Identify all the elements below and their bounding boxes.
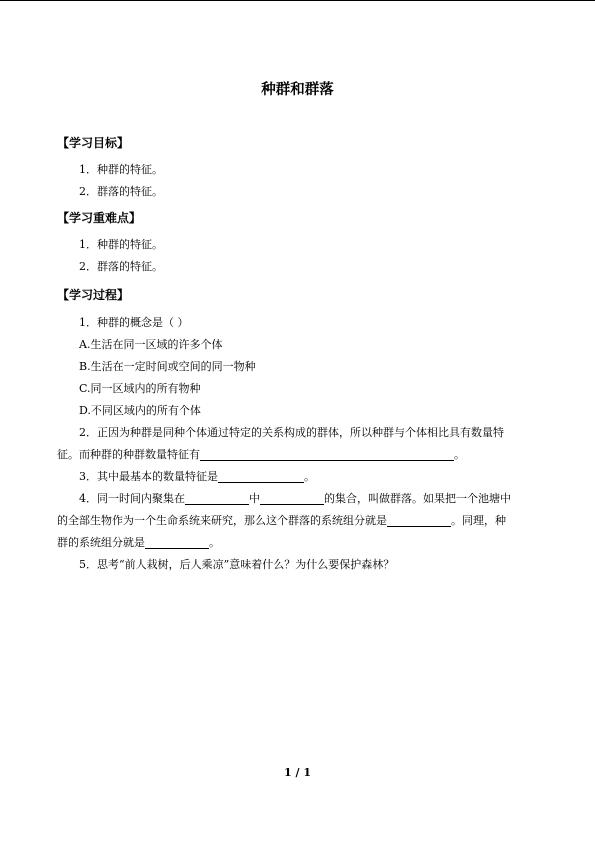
question-2-line-2 xyxy=(57,444,542,466)
process-heading: 【学习过程】 xyxy=(57,288,130,302)
question-1-option-a: A.生活在同一区域的许多个体 xyxy=(79,338,223,351)
page-title: 种群和群落 xyxy=(261,82,334,98)
key-point-item-2: 2．群落的特征。 xyxy=(79,260,163,273)
question-4-text-6: 群的系统组分就是 xyxy=(57,536,145,549)
question-1-stem: 1．种群的概念是（ ） xyxy=(79,316,189,329)
key-point-item-1: 1．种群的特征。 xyxy=(79,238,163,251)
question-1-option-c: C.同一区域内的所有物种 xyxy=(79,382,201,395)
goal-item-2: 2．群落的特征。 xyxy=(79,185,163,198)
question-4-text-7: 。 xyxy=(209,536,220,549)
question-4-text-4: 的全部生物作为一个生命系统来研究，那么这个群落的系统组分就是 xyxy=(57,514,387,527)
answer-blank-q4-members[interactable] xyxy=(260,490,324,505)
question-5: 5．思考“前人栽树，后人乘凉”意味着什么？为什么要保护森林？ xyxy=(79,558,395,571)
question-3 xyxy=(79,466,542,488)
question-4-line-3 xyxy=(57,532,542,554)
answer-blank-q4-place[interactable] xyxy=(185,490,249,505)
top-border-line xyxy=(0,0,595,1)
question-2-line-1: 2．正因为种群是同种个体通过特定的关系构成的群体，所以种群与个体相比具有数量特 xyxy=(79,426,504,439)
goals-heading: 【学习目标】 xyxy=(57,136,130,150)
question-2-text: 征。而种群的种群数量特征有 xyxy=(57,448,200,461)
answer-blank-q3[interactable] xyxy=(218,468,304,483)
question-3-end: 。 xyxy=(304,470,315,483)
answer-blank-q2[interactable] xyxy=(200,446,454,461)
goal-item-1: 1．种群的特征。 xyxy=(79,163,163,176)
question-4-text-2: 中 xyxy=(249,492,260,505)
key-points-heading: 【学习重难点】 xyxy=(57,211,142,225)
question-4 xyxy=(57,488,542,554)
question-4-line-1 xyxy=(57,488,542,510)
question-2-end: 。 xyxy=(454,448,465,461)
question-4-text-5: 。同理，种 xyxy=(451,514,506,527)
question-3-text: 3．其中最基本的数量特征是 xyxy=(79,470,218,483)
question-1-option-b: B.生活在一定时间或空间的同一物种 xyxy=(79,360,256,373)
answer-blank-q4-population[interactable] xyxy=(145,534,209,549)
answer-blank-q4-community[interactable] xyxy=(387,512,451,527)
question-4-line-2 xyxy=(57,510,542,532)
page-number: 1 / 1 xyxy=(284,766,311,779)
question-4-text-3: 的集合，叫做群落。如果把一个池塘中 xyxy=(324,492,511,505)
question-1-option-d: D.不同区域内的所有个体 xyxy=(79,404,201,417)
question-4-text-1: 4．同一时间内聚集在 xyxy=(79,492,185,505)
